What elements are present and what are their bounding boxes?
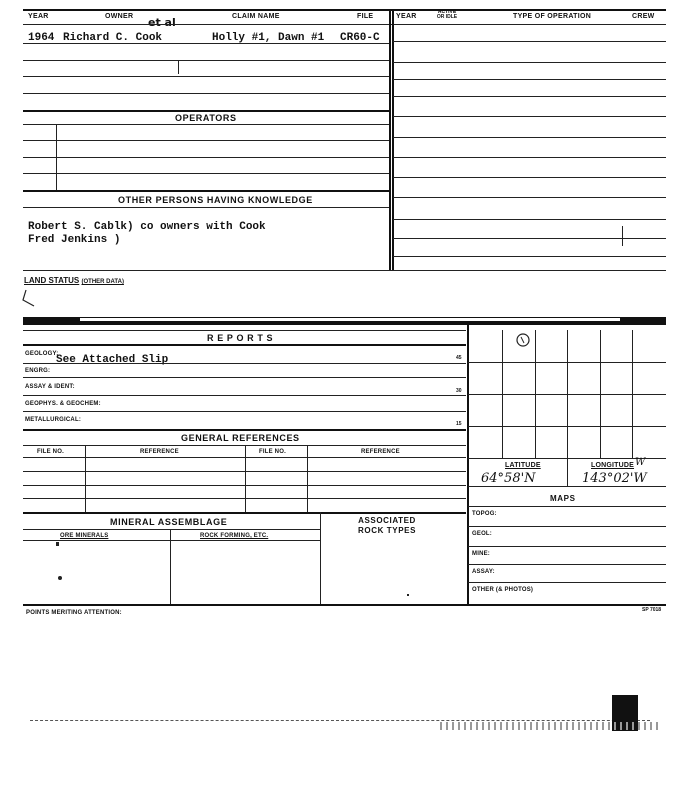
entry-claim-name: Holly #1, Dawn #1 [212,32,325,44]
gen-ref-header-reference-2: REFERENCE [361,449,400,455]
maps-assay: ASSAY: [472,569,495,575]
grid-row [468,362,666,363]
header-file: FILE [357,13,374,20]
entry-owner: Richard C. Cook [63,32,163,44]
other-persons-line-2: Fred Jenkins ) [28,234,121,246]
lat-long-bottom [468,486,666,487]
report-row-line [23,363,466,364]
maps-row-line [468,526,666,527]
reports-bottom-line [23,429,466,431]
ore-minerals-header: ORE MINERALS [60,533,109,539]
maps-mine: MINE: [472,551,490,557]
header-year: YEAR [28,13,49,20]
gen-ref-col [85,445,86,512]
scan-noise [440,722,660,730]
longitude-extra: W [635,457,646,468]
operators-top-line [23,110,389,112]
entry-year: 1964 [28,32,55,44]
maps-row-line [468,546,666,547]
report-row-line [23,377,466,378]
gen-ref-row-line [23,498,466,499]
header-bottom-line [23,24,666,25]
location-circle-mark [514,332,532,348]
other-persons-header-line [23,207,389,208]
form-number: SP 7018 [642,607,662,613]
report-num-15: 15 [456,421,462,427]
reports-bar-gap [80,318,620,321]
reports-header-line [23,344,466,346]
right-row-tick [622,226,623,246]
right-row-line [393,96,666,97]
column-divider [389,9,391,271]
report-row-line [23,395,466,396]
row-line [23,60,389,61]
report-row-line [23,411,466,412]
maps-geol: GEOL: [472,531,492,537]
right-row-line [393,197,666,198]
gen-ref-row-line [23,471,466,472]
mineral-subheader-bottom [23,540,320,541]
maps-header-line [468,506,666,507]
operators-header-line [23,124,389,125]
mark-dot [56,542,59,546]
gen-ref-col [245,445,246,512]
grid-row [468,426,666,427]
gen-ref-header-file-no-1: FILE NO. [37,449,64,455]
header-active-or-idle: ACTIVE OR IDLE [436,9,458,20]
right-row-line [393,177,666,178]
right-row-line [393,219,666,220]
report-num-30: 30 [456,388,462,394]
gen-ref-col [307,445,308,512]
operators-row-line [23,157,389,158]
header-year-2: YEAR [396,13,417,20]
column-divider-2 [392,9,394,271]
right-row-line [393,62,666,63]
maps-row-line [468,564,666,565]
gen-ref-row-line [23,485,466,486]
row-line [23,93,389,94]
right-row-line [393,256,666,257]
right-row-line [393,238,666,239]
gen-ref-bottom-line [23,512,466,514]
longitude-value: 143°02'W [582,471,647,486]
right-row-line [393,41,666,42]
right-row-line [393,137,666,138]
maps-other-photos: OTHER (& PHOTOS) [472,587,534,593]
header-claim-name: CLAIM NAME [232,13,280,20]
latitude-label: LATITUDE [505,462,541,469]
right-row-line [393,157,666,158]
mark-dot [58,576,62,580]
report-label-geology: GEOLOGY: [25,351,59,357]
maps-topog: TOPOG: [472,511,497,517]
mark-dot [407,594,409,596]
gen-ref-header-file-no-2: FILE NO. [259,449,286,455]
report-label-assay: ASSAY & IDENT: [25,384,75,390]
associated-rock-types: ASSOCIATED ROCK TYPES [358,516,417,535]
row-line [23,76,389,77]
lat-long-divider [567,458,568,486]
entry-file: CR60-C [340,32,380,44]
land-status-heading [24,276,124,285]
longitude-label: LONGITUDE [591,462,635,469]
pencil-mark [20,288,40,308]
maps-title: MAPS [550,494,576,503]
assoc-divider [320,512,321,604]
header-crew: CREW [632,13,655,20]
points-meriting-attention: POINTS MERITING ATTENTION: [26,610,122,616]
reports-title: R E P O R T S [207,333,274,343]
report-label-geophys: GEOPHYS. & GEOCHEM: [25,401,101,407]
bottom-border [23,604,666,606]
header-type-of-operation: TYPE OF OPERATION [513,13,592,20]
maps-row-line [468,582,666,583]
right-block-divider [467,325,469,605]
row-tick [178,60,179,74]
report-value-geology: See Attached Slip [56,354,169,366]
row-line [23,43,389,44]
general-references-title: GENERAL REFERENCES [181,433,300,443]
operators-title: OPERATORS [175,113,237,123]
operators-row-line [23,140,389,141]
scan-artifact-line [30,720,650,721]
other-persons-line-1: Robert S. Cablk) co owners with Cook [28,221,266,233]
operators-row-line [23,173,389,174]
reports-top-line [23,330,466,331]
right-row-line [393,116,666,117]
mineral-subheader-top [23,529,320,530]
land-status-title: LAND STATUS [24,276,80,285]
other-persons-title: OTHER PERSONS HAVING KNOWLEDGE [118,195,313,205]
rock-forming-header: ROCK FORMING, ETC. [200,533,269,539]
grid-row [468,394,666,395]
right-row-line [393,79,666,80]
other-persons-bottom-line [23,270,666,271]
latitude-value: 64°58'N [481,471,536,486]
operators-bottom-line [23,190,389,192]
report-num-45: 45 [456,355,462,361]
land-status-subtitle: (OTHER DATA) [81,279,124,285]
top-border [23,9,666,11]
report-label-metallurgical: METALLURGICAL: [25,417,82,423]
mineral-assemblage-title: MINERAL ASSEMBLAGE [110,517,228,527]
gen-ref-header-reference-1: REFERENCE [140,449,179,455]
owner-annotation: et al [148,16,176,29]
report-label-engrg: ENGRG: [25,368,51,374]
header-owner: OWNER [105,13,134,20]
